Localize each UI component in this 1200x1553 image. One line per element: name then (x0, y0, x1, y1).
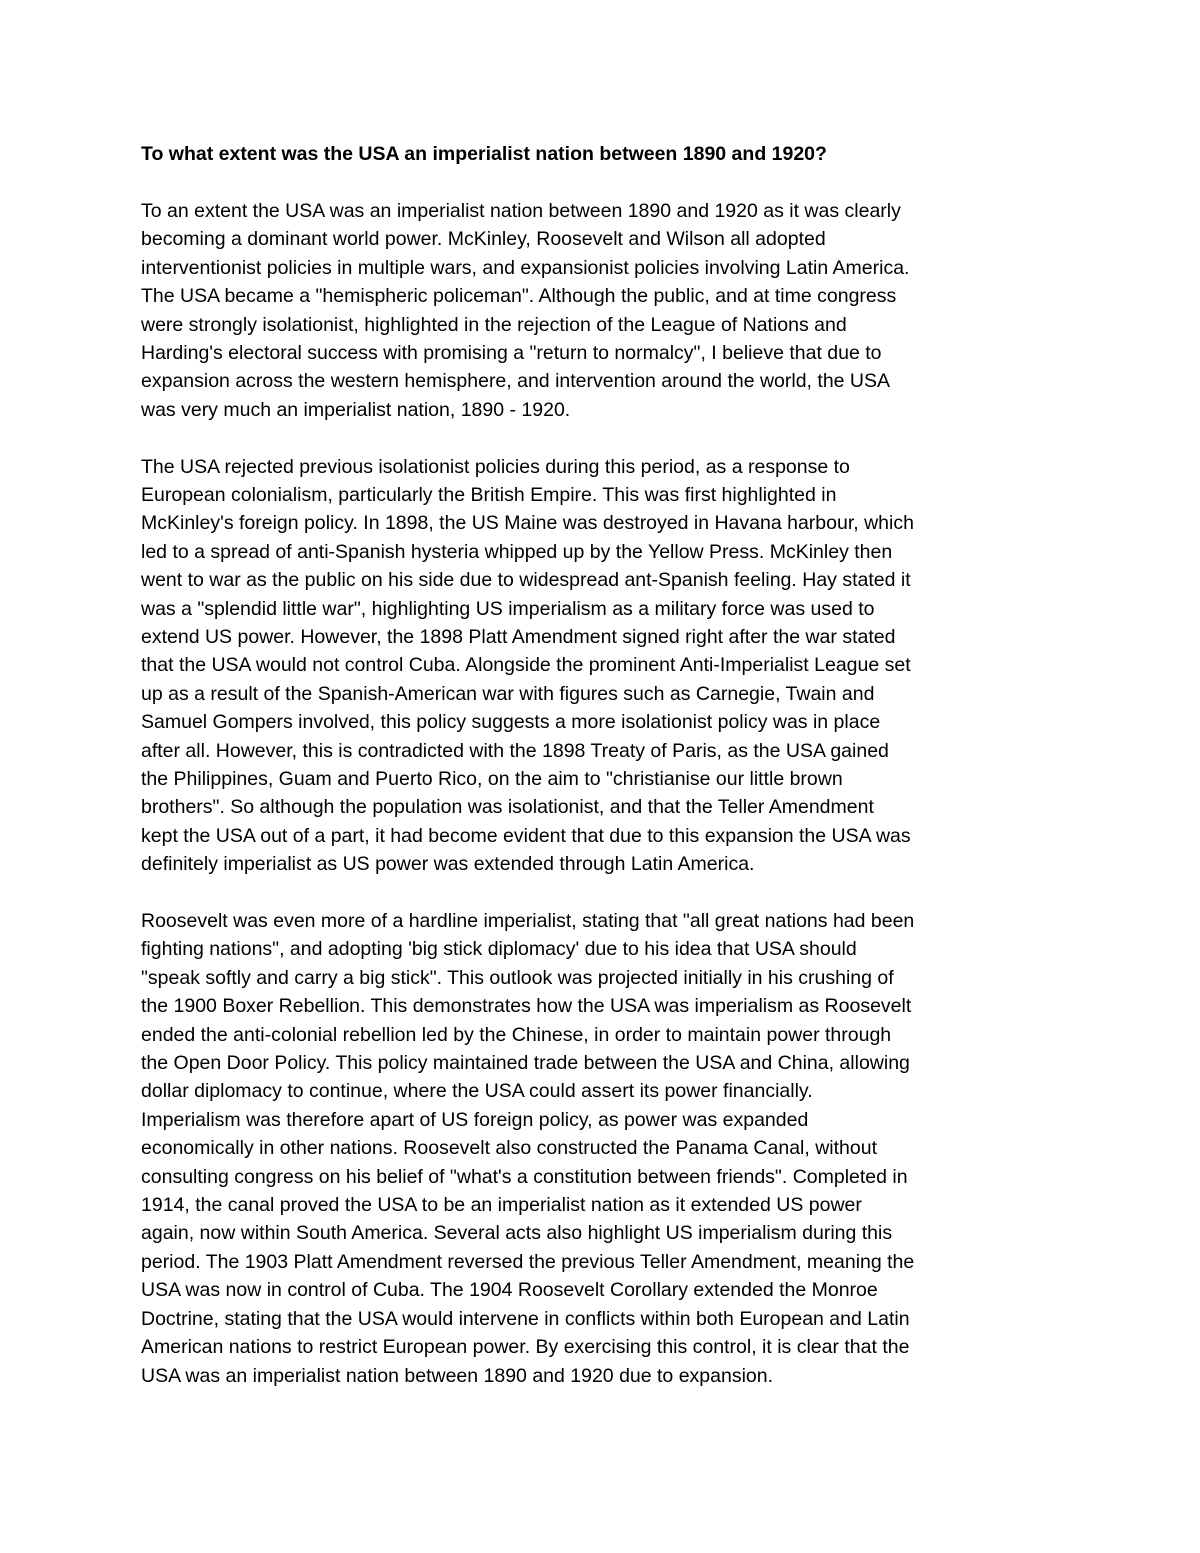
text-line: The USA rejected previous isolationist policies during this period, as a response to (141, 455, 850, 478)
text-line: the 1900 Boxer Rebellion. This demonstrates how the USA was imperialism as Roosevelt (141, 995, 912, 1018)
text-line: the Open Door Policy. This policy maintained trade between the USA and China, allowing (141, 1052, 910, 1075)
text-line: "speak softly and carry a big stick". This outlook was projected initially in his crushing of (141, 966, 894, 989)
text-line: dollar diplomacy to continue, where the USA could assert its power financially. (141, 1080, 813, 1103)
text-line: becoming a dominant world power. McKinley, Roosevelt and Wilson all adopted (141, 228, 826, 251)
text-line: after all. However, this is contradicted with the 1898 Treaty of Paris, as the USA gained (141, 739, 889, 762)
text-line: The USA became a "hemispheric policeman". Although the public, and at time congress (141, 285, 897, 308)
paragraph (141, 453, 1011, 879)
text-line: USA was an imperialist nation between 1890 and 1920 due to expansion. (141, 1364, 774, 1387)
text-line: definitely imperialist as US power was extended through Latin America. (141, 853, 755, 876)
text-line: American nations to restrict European power. By exercising this control, it is clear that the (141, 1336, 910, 1359)
text-line: consulting congress on his belief of "what's a constitution between friends". Completed in (141, 1165, 908, 1188)
text-line: brothers". So although the population was isolationist, and that the Teller Amendment (141, 796, 874, 819)
text-line: Roosevelt was even more of a hardline imperialist, stating that "all great nations had been (141, 910, 915, 933)
text-line: were strongly isolationist, highlighted in the rejection of the League of Nations and (141, 313, 847, 336)
text-line: expansion across the western hemisphere, and intervention around the world, the USA (141, 370, 891, 393)
text-line: European colonialism, particularly the British Empire. This was first highlighted in (141, 483, 837, 506)
text-line: extend US power. However, the 1898 Platt Amendment signed right after the war stated (141, 625, 896, 648)
text-line: fighting nations", and adopting 'big stick diplomacy' due to his idea that USA should (141, 938, 857, 961)
paragraph (141, 907, 1011, 1390)
text-line: economically in other nations. Roosevelt also constructed the Panama Canal, without (141, 1137, 877, 1160)
text-line: again, now within South America. Several acts also highlight US imperialism during this (141, 1222, 893, 1245)
text-line: 1914, the canal proved the USA to be an imperialist nation as it extended US power (141, 1194, 862, 1217)
text-line: that the USA would not control Cuba. Alongside the prominent Anti-Imperialist League set (141, 654, 911, 677)
text-line: interventionist policies in multiple wars, and expansionist policies involving Latin America. (141, 256, 910, 279)
paragraph-gap (141, 424, 1011, 452)
text-line: was a "splendid little war", highlighting US imperialism as a military force was used to (141, 597, 875, 620)
text-line: Doctrine, stating that the USA would intervene in conflicts within both European and Latin (141, 1307, 910, 1330)
text-line: USA was now in control of Cuba. The 1904 Roosevelt Corollary extended the Monroe (141, 1279, 878, 1302)
text-line: led to a spread of anti-Spanish hysteria whipped up by the Yellow Press. McKinley then (141, 540, 893, 563)
text-line: Imperialism was therefore apart of US foreign policy, as power was expanded (141, 1108, 809, 1131)
text-line: went to war as the public on his side due to widespread ant-Spanish feeling. Hay stated it (141, 569, 911, 592)
text-line: period. The 1903 Platt Amendment reversed the previous Teller Amendment, meaning the (141, 1250, 915, 1273)
text-line: McKinley's foreign policy. In 1898, the US Maine was destroyed in Havana harbour, which (141, 512, 914, 535)
text-line: was very much an imperialist nation, 1890 - 1920. (141, 398, 571, 421)
text-line: up as a result of the Spanish-American war with figures such as Carnegie, Twain and (141, 682, 875, 705)
paragraph-list (141, 197, 1011, 1390)
text-line: Harding's electoral success with promising a "return to normalcy", I believe that due to (141, 341, 882, 364)
text-line: kept the USA out of a part, it had become evident that due to this expansion the USA was (141, 824, 911, 847)
document-title: To what extent was the USA an imperialist nation between 1890 and 1920? (141, 143, 827, 165)
document-body (141, 140, 1011, 1390)
paragraph-gap (141, 879, 1011, 907)
text-line: the Philippines, Guam and Puerto Rico, on the aim to "christianise our little brown (141, 768, 843, 790)
paragraph (141, 197, 1011, 424)
spacer (141, 169, 1011, 197)
text-line: Samuel Gompers involved, this policy suggests a more isolationist policy was in place (141, 711, 881, 734)
text-line: ended the anti-colonial rebellion led by the Chinese, in order to maintain power through (141, 1023, 892, 1046)
text-line: To an extent the USA was an imperialist nation between 1890 and 1920 as it was clearly (141, 199, 901, 222)
